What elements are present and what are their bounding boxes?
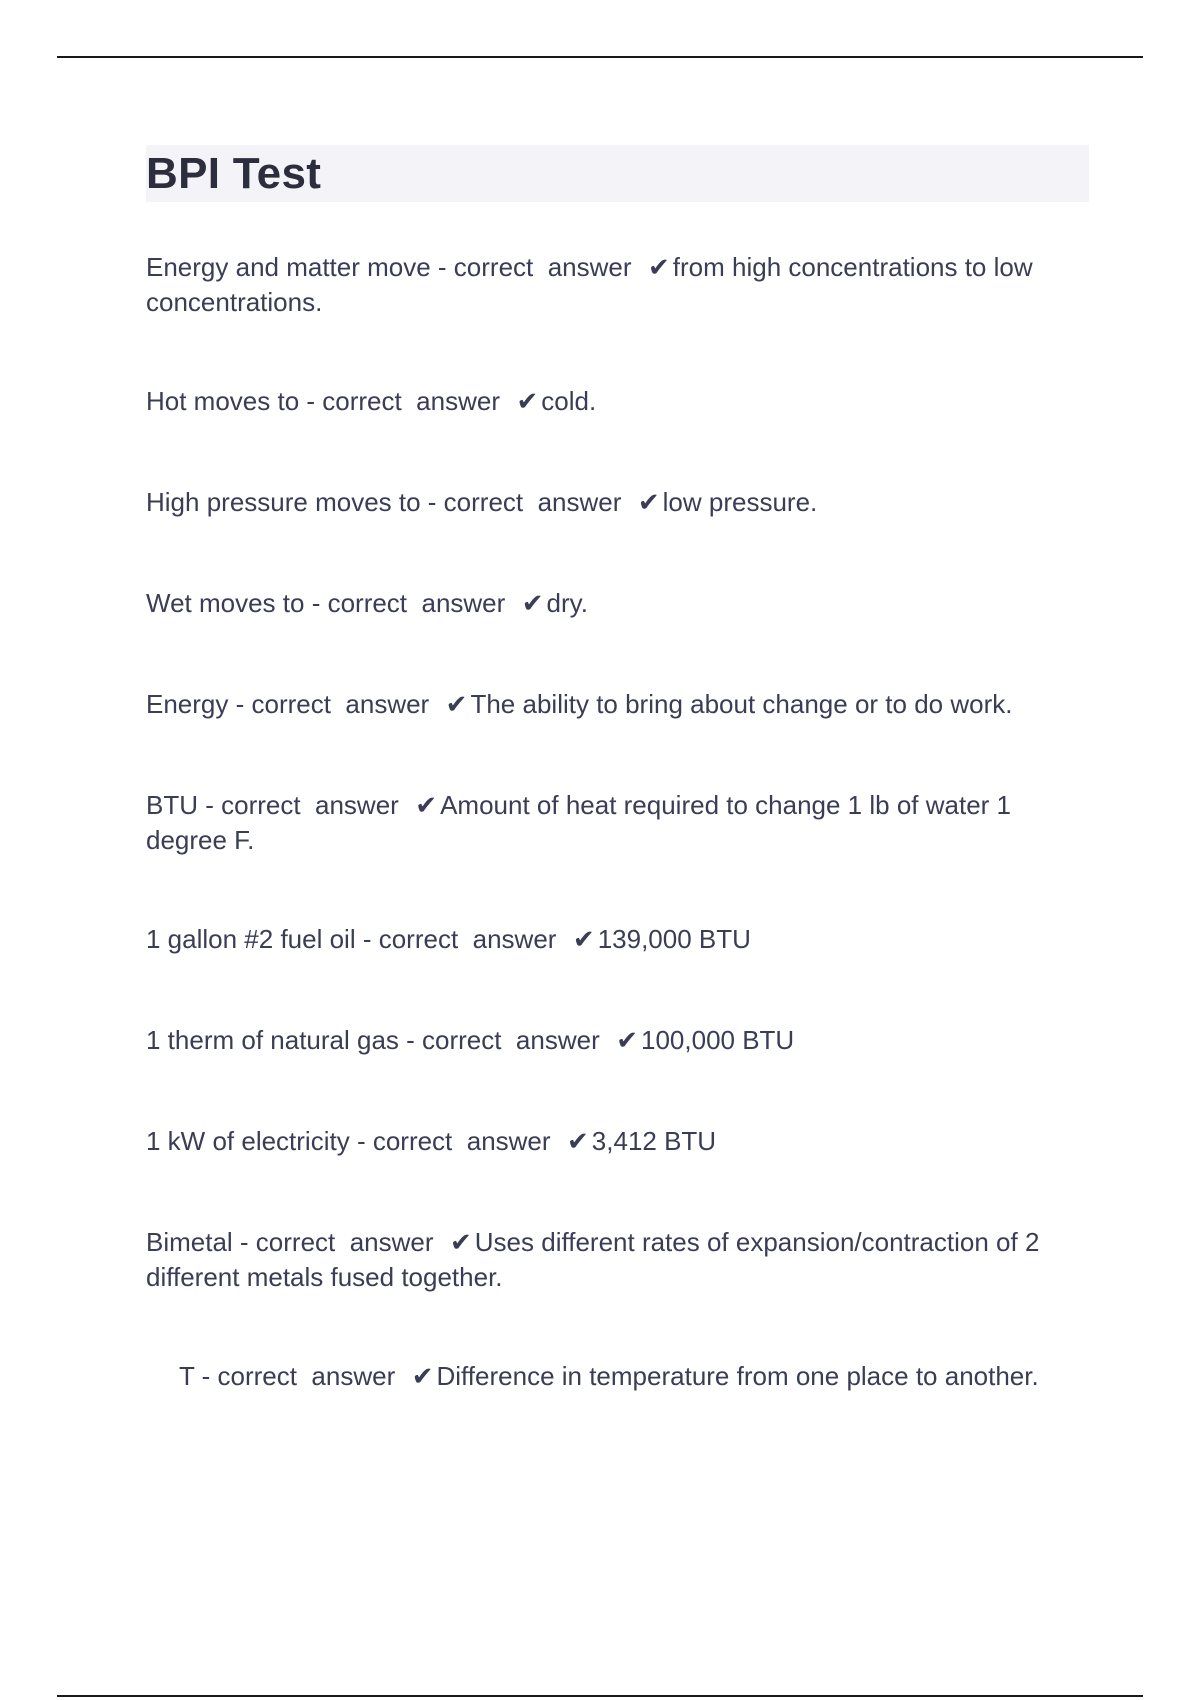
bottom-rule xyxy=(57,1695,1143,1697)
qa-item xyxy=(146,1124,1086,1159)
check-mark-icon: ✔ xyxy=(411,1361,434,1391)
qa-term: Energy xyxy=(146,689,229,719)
qa-item xyxy=(179,1359,1089,1394)
check-mark-icon: ✔ xyxy=(637,487,660,517)
page-title: BPI Test xyxy=(146,149,322,198)
qa-separator: - correct answer xyxy=(398,1025,615,1055)
qa-separator: - correct answer xyxy=(194,1361,410,1391)
qa-separator: - correct answer xyxy=(420,487,636,517)
qa-term: Bimetal xyxy=(146,1227,233,1257)
qa-term: 1 kW of electricity xyxy=(146,1126,350,1156)
qa-answer: 3,412 BTU xyxy=(591,1126,717,1156)
qa-answer: Amount of heat required to change 1 lb of water 1 degree F. xyxy=(146,790,1011,855)
check-mark-icon: ✔ xyxy=(572,924,595,954)
qa-term: BTU xyxy=(146,790,198,820)
check-mark-icon: ✔ xyxy=(516,386,539,416)
qa-term: High pressure moves to xyxy=(146,487,421,517)
qa-term: 1 therm of natural gas xyxy=(146,1025,399,1055)
check-mark-icon: ✔ xyxy=(415,790,438,820)
qa-term: Wet moves to xyxy=(146,588,305,618)
qa-term: Hot moves to xyxy=(146,386,300,416)
qa-item xyxy=(146,586,1086,621)
qa-item xyxy=(146,687,1086,722)
check-mark-icon: ✔ xyxy=(449,1227,472,1257)
qa-separator: - correct answer xyxy=(355,924,571,954)
qa-item xyxy=(146,384,1086,419)
qa-answer: cold. xyxy=(541,386,597,416)
qa-answer: The ability to bring about change or to do work. xyxy=(470,689,1013,719)
qa-answer: low pressure. xyxy=(662,487,818,517)
qa-item xyxy=(146,485,1086,520)
check-mark-icon: ✔ xyxy=(616,1025,638,1055)
qa-separator: - correct answer xyxy=(349,1126,565,1156)
qa-item xyxy=(146,788,1086,858)
qa-item xyxy=(146,250,1086,320)
check-mark-icon: ✔ xyxy=(521,588,544,618)
top-rule xyxy=(57,56,1143,58)
qa-item xyxy=(146,1225,1086,1295)
qa-separator: - correct answer xyxy=(299,386,515,416)
qa-answer: 100,000 BTU xyxy=(641,1025,795,1055)
qa-separator: - correct answer xyxy=(430,252,646,282)
qa-item xyxy=(146,922,1086,957)
qa-answer: from high concentrations to low concentrations. xyxy=(146,252,1033,317)
qa-answer: Difference in temperature from one place to another. xyxy=(436,1361,1039,1391)
check-mark-icon: ✔ xyxy=(647,252,670,282)
qa-answer: 139,000 BTU xyxy=(597,924,751,954)
qa-separator: - correct answer xyxy=(304,588,520,618)
qa-separator: - correct answer xyxy=(228,689,444,719)
qa-item xyxy=(146,1023,1086,1058)
qa-separator: - correct answer xyxy=(198,790,414,820)
qa-term: T xyxy=(179,1361,195,1391)
check-mark-icon: ✔ xyxy=(567,1126,589,1156)
qa-separator: - correct answer xyxy=(232,1227,448,1257)
qa-answer: dry. xyxy=(546,588,588,618)
qa-term: 1 gallon #2 fuel oil xyxy=(146,924,356,954)
qa-term: Energy and matter move xyxy=(146,252,431,282)
qa-answer: Uses different rates of expansion/contraction of 2 different metals fused together. xyxy=(146,1227,1040,1292)
check-mark-icon: ✔ xyxy=(445,689,468,719)
